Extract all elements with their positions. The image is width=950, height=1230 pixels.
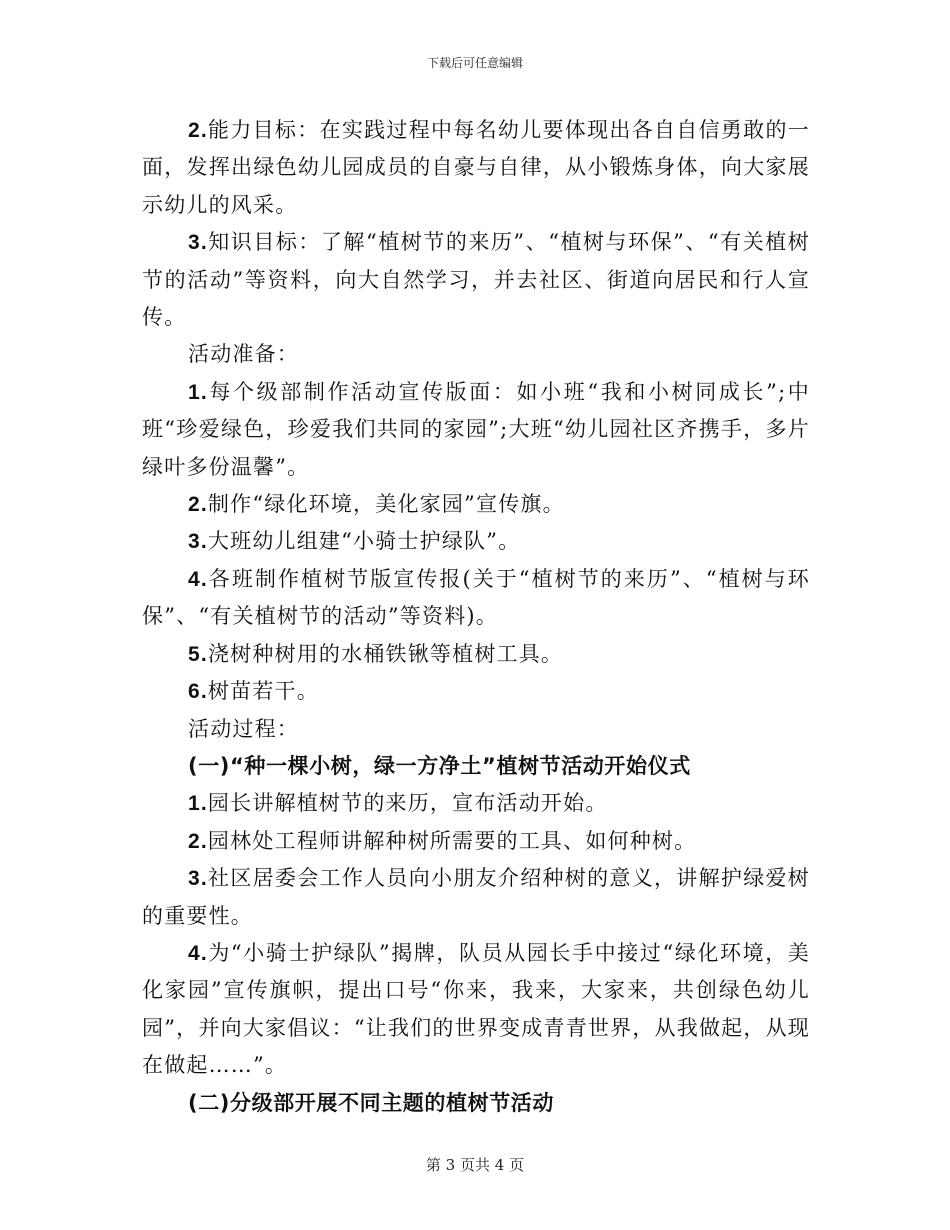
paragraph-prep-3 [142,523,810,560]
paragraph-number: 4. [188,941,208,965]
heading-text: (二)分级部开展不同主题的植树节活动 [188,1090,554,1115]
paragraph-text: 浇树种树用的水桶铁锹等植树工具。 [207,641,564,666]
paragraph-prep-4 [142,561,810,636]
paragraph-ability-goal [142,112,810,224]
paragraph-text: 园长讲解植树节的来历，宣布活动开始。 [207,791,608,816]
paragraph-knowledge-goal [142,224,810,336]
paragraph-text: 为“小骑士护绿队”揭牌，队员从园长手中接过“绿化环境，美化家园”宣传旗帜，提出口号“你来，我来，大家来，共创绿色幼儿园”，并向大家倡议：“让我们的世界变成青青世界，从我做起，从现在做起……”。 [142,940,810,1078]
paragraph-prep-6 [142,673,810,710]
paragraph-number: 3. [188,231,208,255]
paragraph-text: 制作“绿化环境，美化家园”宣传旗。 [207,492,565,517]
section-label-preparation [142,336,810,373]
paragraph-number: 1. [188,380,208,404]
paragraph-number: 2. [188,119,208,142]
section-heading-part-1 [142,748,810,785]
paragraph-text: 大班幼儿组建“小骑士护绿队”。 [207,529,521,554]
page-header-note: 下载后可任意编辑 [426,56,523,70]
paragraph-text: 树苗若干。 [207,679,319,704]
paragraph-number: 1. [188,792,208,816]
paragraph-prep-1 [142,374,810,486]
section-label-process [142,711,810,748]
document-body [142,112,810,1122]
paragraph-text: 能力目标：在实践过程中每名幼儿要体现出各自自信勇敢的一面，发挥出绿色幼儿园成员的自豪与自律，从小锻炼身体，向大家展示幼儿的风采。 [142,118,810,217]
paragraph-text: 园林处工程师讲解种树所需要的工具、如何种树。 [207,828,697,853]
paragraph-number: 5. [188,642,208,666]
paragraph-process-2 [142,823,810,860]
paragraph-text: 活动准备： [188,342,299,367]
paragraph-prep-5 [142,636,810,673]
paragraph-text: 社区居委会工作人员向小朋友介绍种树的意义，讲解护绿爱树的重要性。 [142,866,810,928]
paragraph-number: 6. [188,680,208,704]
paragraph-number: 3. [188,530,208,554]
paragraph-number: 2. [188,829,208,853]
paragraph-process-3 [142,860,810,935]
paragraph-text: 活动过程： [188,716,299,741]
heading-text: (一)“种一棵小树，绿一方净土”植树节活动开始仪式 [188,753,691,778]
paragraph-process-1 [142,785,810,822]
page-footer-page-number: 第 3 页共 4 页 [425,1156,525,1174]
section-heading-part-2 [142,1085,810,1122]
paragraph-number: 4. [188,567,208,591]
paragraph-text: 知识目标：了解“植树节的来历”、“植树与环保”、“有关植树节的活动”等资料，向大自然学习，并去社区、街道向居民和行人宣传。 [142,230,810,330]
paragraph-text: 每个级部制作活动宣传版面：如小班“我和小树同成长”;中班“珍爱绿色，珍爱我们共同的家园”;大班“幼儿园社区齐携手，多片绿叶多份温馨”。 [142,379,810,479]
paragraph-text: 各班制作植树节版宣传报(关于“植树节的来历”、“植树与环保”、“有关植树节的活动”等资料)。 [142,566,810,629]
paragraph-prep-2 [142,486,810,523]
paragraph-number: 2. [188,493,208,517]
paragraph-process-4 [142,935,810,1085]
paragraph-number: 3. [188,867,208,891]
